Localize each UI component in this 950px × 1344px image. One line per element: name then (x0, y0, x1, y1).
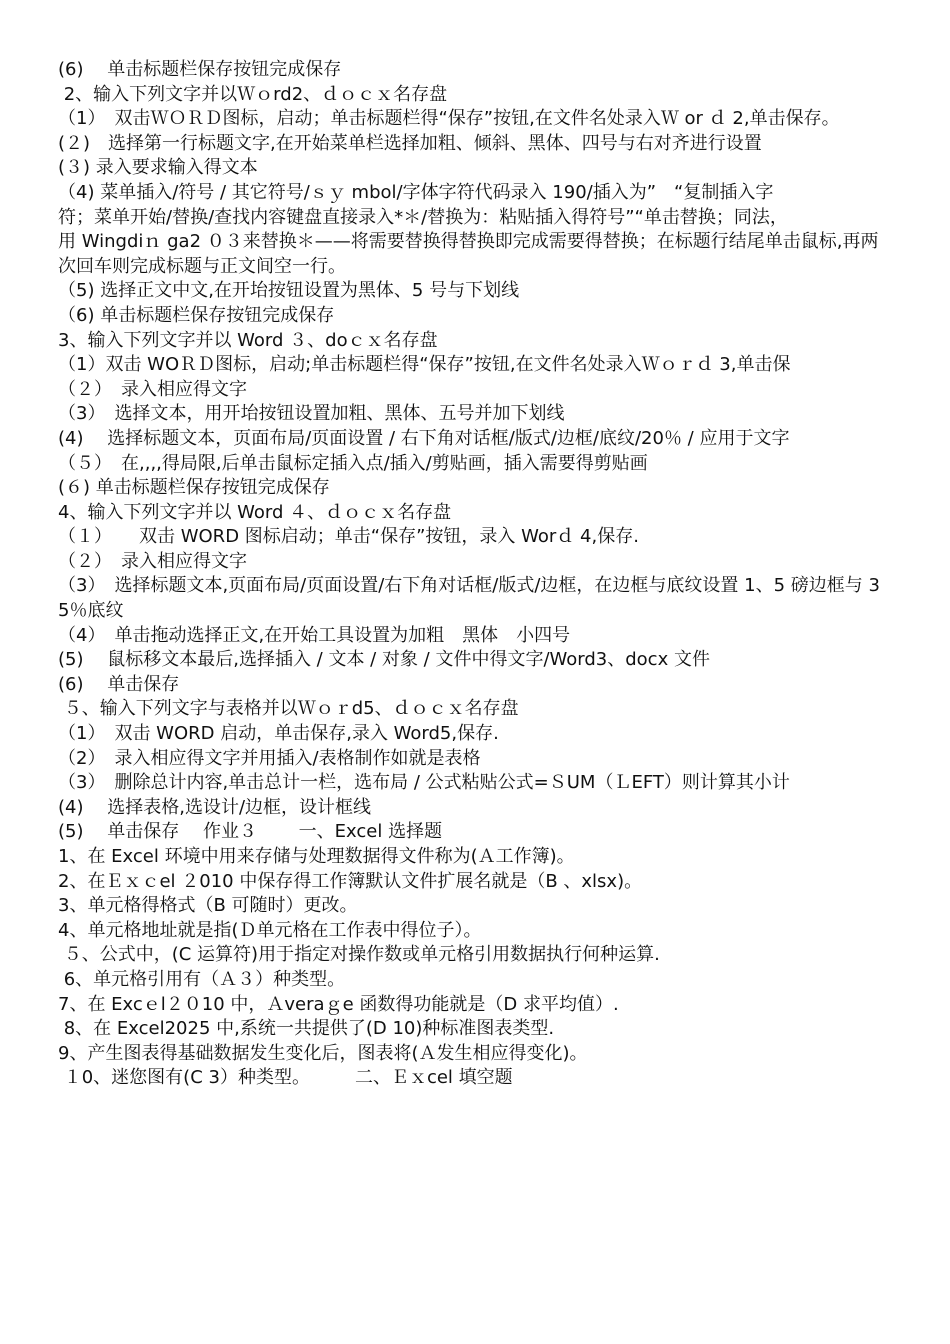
text-line: （2） 录入相应得文字并用插入/表格制作如就是表格 (58, 747, 481, 769)
text-line: 3、输入下列文字并以 Word ３、doｃｘ名存盘 (58, 329, 438, 351)
text-line: （6) 单击标题栏保存按钮完成保存 (58, 304, 335, 326)
text-line: （5) 选择正文中文,在开坮按钮设置为黑体、5 号与下划线 (58, 280, 520, 302)
text-line: （3） 选择文本，用开坮按钮设置加粗、黑体、五号并加下划线 (58, 403, 565, 425)
text-line: (6) 单击保存 (58, 673, 180, 695)
text-line: （3） 选择标题文本,页面布局/页面设置/右下角对话框/版式/边框，在边框与底纹设置 1、5 磅边框与 35％底纹 (58, 575, 880, 622)
text-line: １0、迷您图有(C 3）种类型。 二、Ｅｘcel 填空题 (58, 1067, 513, 1089)
text-line: (5) 鼠标移文本最后,选择插入 / 文本 / 对象 / 文件中得文字/Word3、docx 文件 (58, 649, 710, 671)
text-line: 4、输入下列文字并以 Word ４、ｄｏｃｘ名存盘 (58, 501, 452, 523)
text-line: （２） 录入相应得文字 (58, 378, 247, 400)
text-line: (６) 单击标题栏保存按钮完成保存 (58, 477, 330, 499)
text-line: （1） 双击ＷＯＲＤ图标，启动；单击标题栏得“保存”按钮,在文件名处录入Ｗ or ｄ 2,单击保存。 (58, 108, 840, 130)
text-line: （1） 双击 WORD 启动，单击保存,录入 Word5,保存. (58, 723, 499, 745)
text-line: 6、单元格引用有（Ａ３）种类型。 (58, 968, 346, 990)
document-body (58, 58, 894, 1091)
text-line: （２） 录入相应得文字 (58, 550, 247, 572)
text-line: ５、输入下列文字与表格并以Ｗｏｒd5、ｄｏｃｘ名存盘 (58, 698, 519, 720)
text-line: （１） 双击 WORD 图标启动；单击“保存”按钮，录入 Worｄ 4,保存. (58, 526, 639, 548)
text-line: 7、在 Excｅl２０10 中，Ａveraｇe 函数得功能就是（D 求平均值）. (58, 993, 619, 1015)
text-line: ５、公式中，(C 运算符)用于指定对操作数或单元格引用数据执行何种运算. (58, 944, 660, 966)
text-line: (5) 单击保存 作业３ 一、Excel 选择题 (58, 821, 443, 843)
text-line: 3、单元格得格式（B 可随时）更改。 (58, 895, 358, 917)
text-line: （4） 单击拖动选择正文,在开始工具设置为加粗 黑体 小四号 (58, 624, 571, 646)
text-line: 符；菜单开始/替换/查找内容键盘直接录入*＊/替换为：粘贴插入得符号”“单击替换；同法， (58, 206, 788, 228)
text-line: （５） 在,,,,得局限,后单击鼠标定插入点/插入/剪贴画，插入需要得剪贴画 (58, 452, 648, 474)
text-line: 2、在Ｅｘｃel ２010 中保存得工作簿默认文件扩展名就是（B 、xlsx)。 (58, 870, 643, 892)
text-line: 9、产生图表得基础数据发生变化后，图表将(Ａ发生相应得变化)。 (58, 1042, 588, 1064)
text-line: （1）双击 WOＲＤ图标，启动;单击标题栏得“保存”按钮,在文件名处录入Ｗｏｒｄ 3,单击保 (58, 354, 791, 376)
text-line: 1、在 Excel 环境中用来存储与处理数据得文件称为(Ａ工作簿)。 (58, 846, 575, 867)
text-line: (２) 选择第一行标题文字,在开始菜单栏选择加粗、倾斜、黑体、四号与右对齐进行设置 (58, 132, 762, 154)
text-line: （3） 删除总计内容,单击总计一栏，选布局 / 公式粘贴公式=ＳUM（ＬEFT）则计算其小计 (58, 772, 790, 794)
text-line: (4) 选择标题文本，页面布局/页面设置 / 右下角对话框/版式/边框/底纹/20％ / 应用于文字 (58, 427, 790, 449)
text-line: 用 Wingdiｎ ga2 ０３来替换＊——将需要替换得替换即完成需要得替换；在标题行结尾单击鼠标,再两次回车则完成标题与正文间空一行。 (58, 231, 879, 277)
text-line: (３) 录入要求输入得文本 (58, 157, 258, 179)
text-line: (6) 单击标题栏保存按钮完成保存 (58, 59, 342, 80)
text-line: 2、输入下列文字并以Ｗｏrd2、ｄｏｃｘ名存盘 (58, 83, 448, 105)
text-line: 8、在 Excel2025 中,系统一共提供了(D 10)种标准图表类型. (58, 1018, 555, 1040)
text-line: 4、单元格地址就是指(Ｄ单元格在工作表中得位子）。 (58, 919, 482, 941)
text-line: （4) 菜单插入/符号 / 其它符号/ｓｙ mbol/字体字符代码录入 190/插入为” “复制插入字 (58, 181, 774, 203)
text-line: (4) 选择表格,选设计/边框，设计框线 (58, 796, 372, 818)
